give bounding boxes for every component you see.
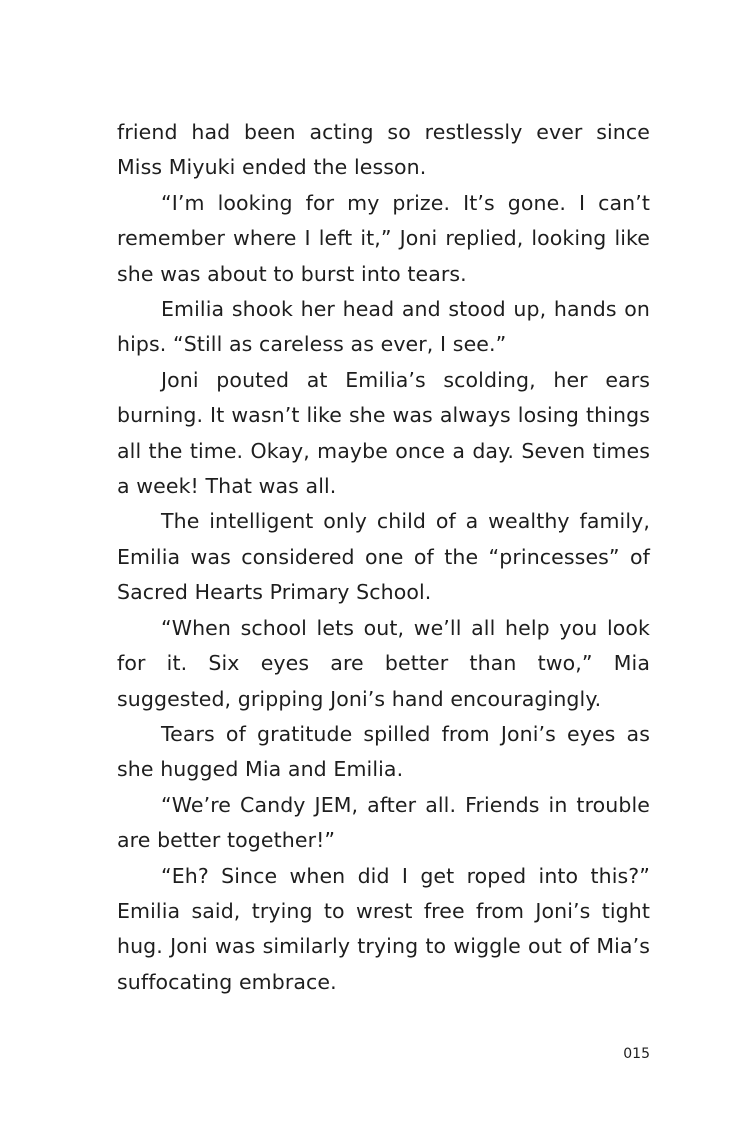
paragraph: “Eh? Since when did I get roped into this?” Emilia said, trying to wrest free from Joni’s tight hug. Joni was similarly trying to wiggle out of Mia’s suffocating embrace. <box>117 863 650 994</box>
paragraph-continuation: friend had been acting so restlessly ever since Miss Miyuki ended the lesson. <box>117 120 650 180</box>
paragraph: Joni pouted at Emilia’s scolding, her ears burning. It wasn’t like she was always losing things all the time. Okay, maybe once a day. Seven times a week! That was all. <box>117 367 650 499</box>
paragraph: The intelligent only child of a wealthy family, Emilia was considered one of the “princesses” of Sacred Hearts Primary School. <box>117 509 650 605</box>
paragraph: “We’re Candy JEM, after all. Friends in trouble are better together!” <box>117 792 650 853</box>
body-text <box>117 115 650 1000</box>
paragraph: “When school lets out, we’ll all help you look for it. Six eyes are better than two,” Mia suggested, gripping Joni’s hand encouragingly. <box>117 615 650 711</box>
page-number: 015 <box>623 1046 650 1062</box>
paragraph: Emilia shook her head and stood up, hands on hips. “Still as careless as ever, I see.” <box>117 297 650 357</box>
paragraph: Tears of gratitude spilled from Joni’s eyes as she hugged Mia and Emilia. <box>117 721 650 782</box>
paragraph: “I’m looking for my prize. It’s gone. I can’t remember where I left it,” Joni replied, looking like she was about to burst into tears. <box>117 190 650 286</box>
